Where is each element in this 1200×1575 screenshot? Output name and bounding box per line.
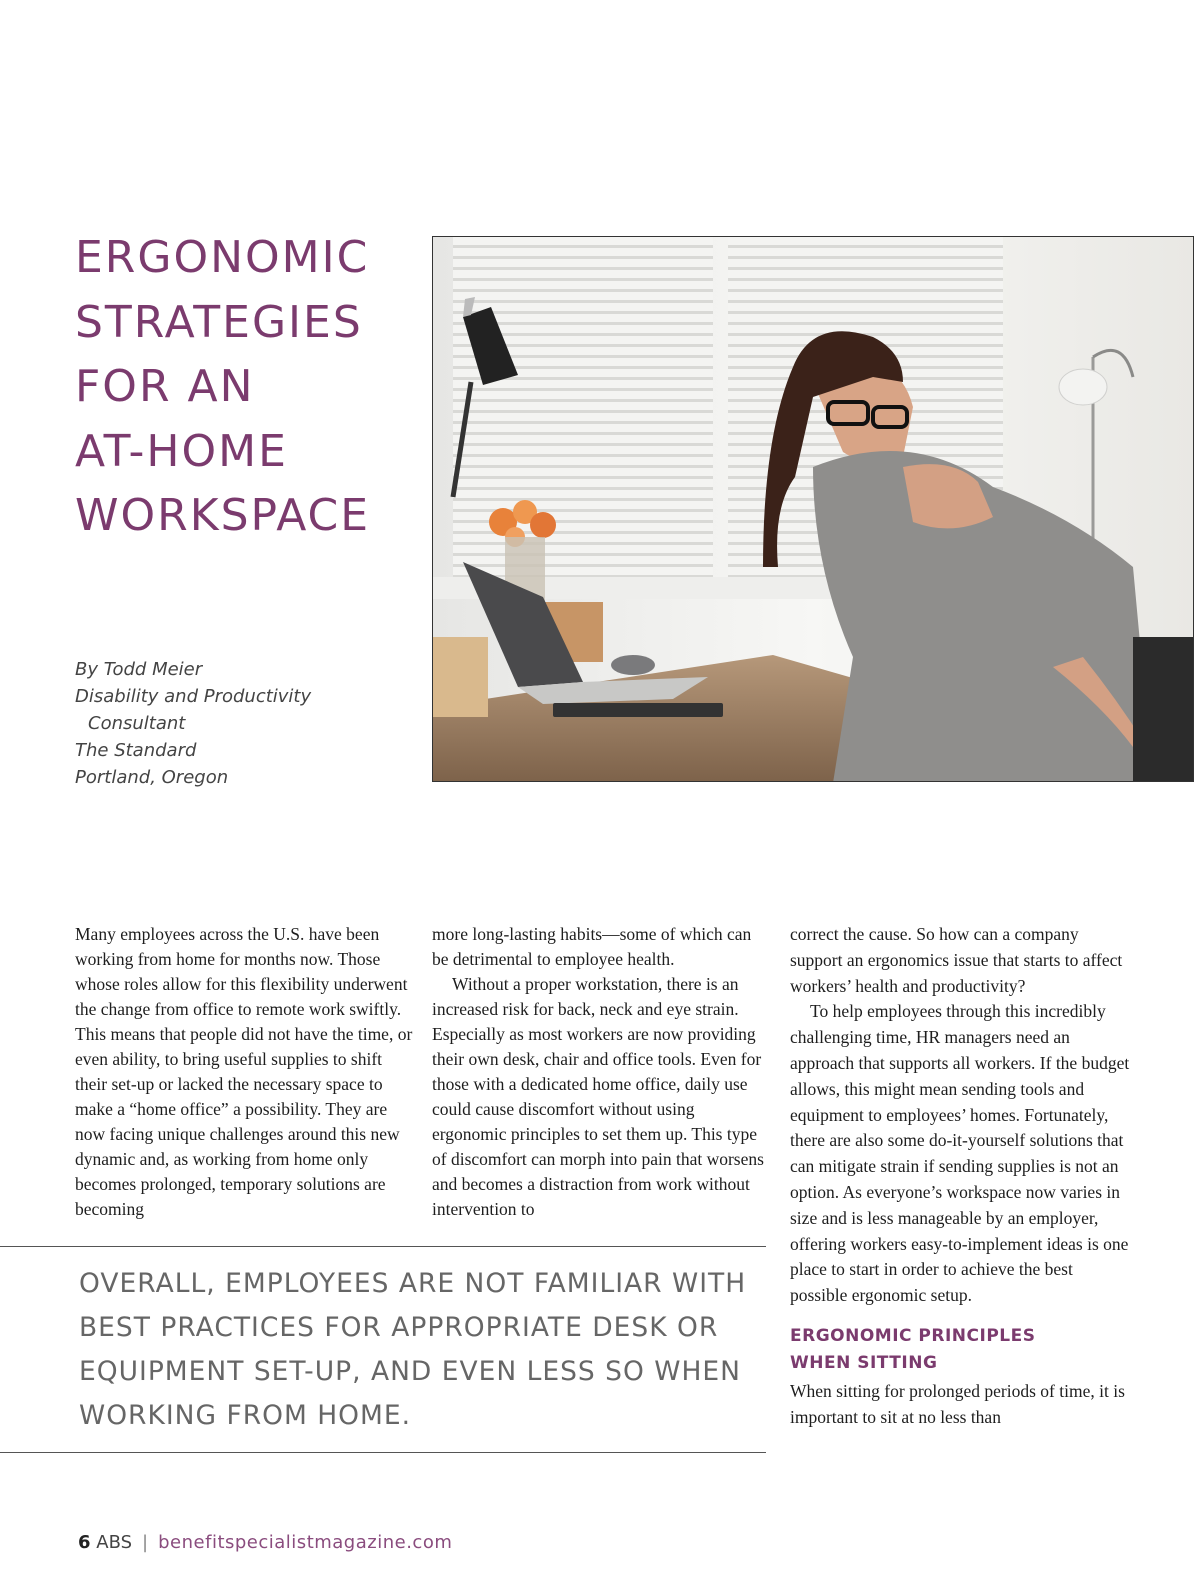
article-photo — [432, 236, 1194, 782]
body-column-2 — [432, 922, 770, 1222]
body-paragraph: correct the cause. So how can a company support an ergonomics issue that starts to affect workers’ health and productivity? — [790, 924, 1123, 996]
subhead-line: WHEN SITTING — [790, 1352, 938, 1373]
pull-quote-line: OVERALL, EMPLOYEES ARE NOT FAMILIAR WITH — [79, 1268, 747, 1299]
byline — [75, 656, 405, 791]
byline-role: Disability and Productivity — [75, 686, 312, 707]
pull-quote-rule-top — [0, 1246, 766, 1247]
pull-quote — [79, 1262, 769, 1438]
body-paragraph: Many employees across the U.S. have been working from home for months now. Those whose roles allow for this flexibility underwent the change from office to remote work swiftly. This means that people did not have the time, or even ability, to bring useful supplies to shift their set-up or lacked the necessary space to make a “home office” a possibility. They are now facing unique challenges around this new dynamic and, as working from home only becomes prolonged, temporary solutions are becoming — [75, 924, 413, 1219]
byline-location: Portland, Oregon — [75, 767, 229, 788]
byline-company: The Standard — [75, 740, 197, 761]
body-paragraph: more long-lasting habits—some of which can be detrimental to employee health. — [432, 924, 752, 969]
article-title — [75, 226, 420, 549]
page-number: 6 — [78, 1532, 91, 1553]
chair — [1133, 637, 1194, 782]
body-paragraph: When sitting for prolonged periods of time, it is important to sit at no less than — [790, 1380, 1125, 1427]
byline-author: By Todd Meier — [75, 659, 203, 680]
body-paragraph: To help employees through this incredibly challenging time, HR managers need an approach that supports all workers. If the budget allows, this might mean sending tools and equipment to employees’ homes. Fortunately, there are also some do-it-yourself solutions that can mitigate strain if sending supplies is not an option. As everyone’s workspace now varies in size and is less manageable by an employer, offering workers easy-to-implement ideas is one place to start in order to achieve the best possible ergonomic setup. — [790, 1001, 1130, 1306]
section-subhead — [790, 1323, 1130, 1377]
title-line: STRATEGIES — [75, 296, 363, 348]
website-link[interactable]: benefitspecialistmagazine.com — [158, 1532, 453, 1553]
title-line: FOR AN — [75, 361, 255, 412]
pull-quote-line: BEST PRACTICES FOR APPROPRIATE DESK OR — [79, 1312, 719, 1343]
footer-separator: | — [142, 1532, 149, 1553]
body-paragraph: Without a proper workstation, there is an increased risk for back, neck and eye strain. Especially as most workers are now providing their own desk, chair and office tools. Even for those with a dedicated home office, daily use could cause discomfort without using ergonomic principles to set them up. This type of discomfort can morph into pain that worsens and becomes a distraction from work without intervention to — [432, 974, 764, 1219]
byline-role-cont: Consultant — [88, 713, 186, 734]
photo-illustration — [433, 237, 1194, 782]
pull-quote-line: WORKING FROM HOME. — [79, 1400, 412, 1431]
title-line: AT-HOME — [75, 425, 288, 477]
subhead-line: ERGONOMIC PRINCIPLES — [790, 1325, 1036, 1346]
pull-quote-line: EQUIPMENT SET-UP, AND EVEN LESS SO WHEN — [79, 1356, 741, 1387]
publication-name: ABS — [96, 1532, 133, 1553]
body-column-3 — [790, 922, 1130, 1431]
title-line: WORKSPACE — [75, 490, 371, 541]
body-column-1 — [75, 922, 413, 1222]
page-footer — [78, 1532, 452, 1553]
floor-lamp — [1059, 369, 1107, 405]
pull-quote-rule-bottom — [0, 1452, 766, 1453]
title-line: ERGONOMIC — [75, 232, 370, 283]
